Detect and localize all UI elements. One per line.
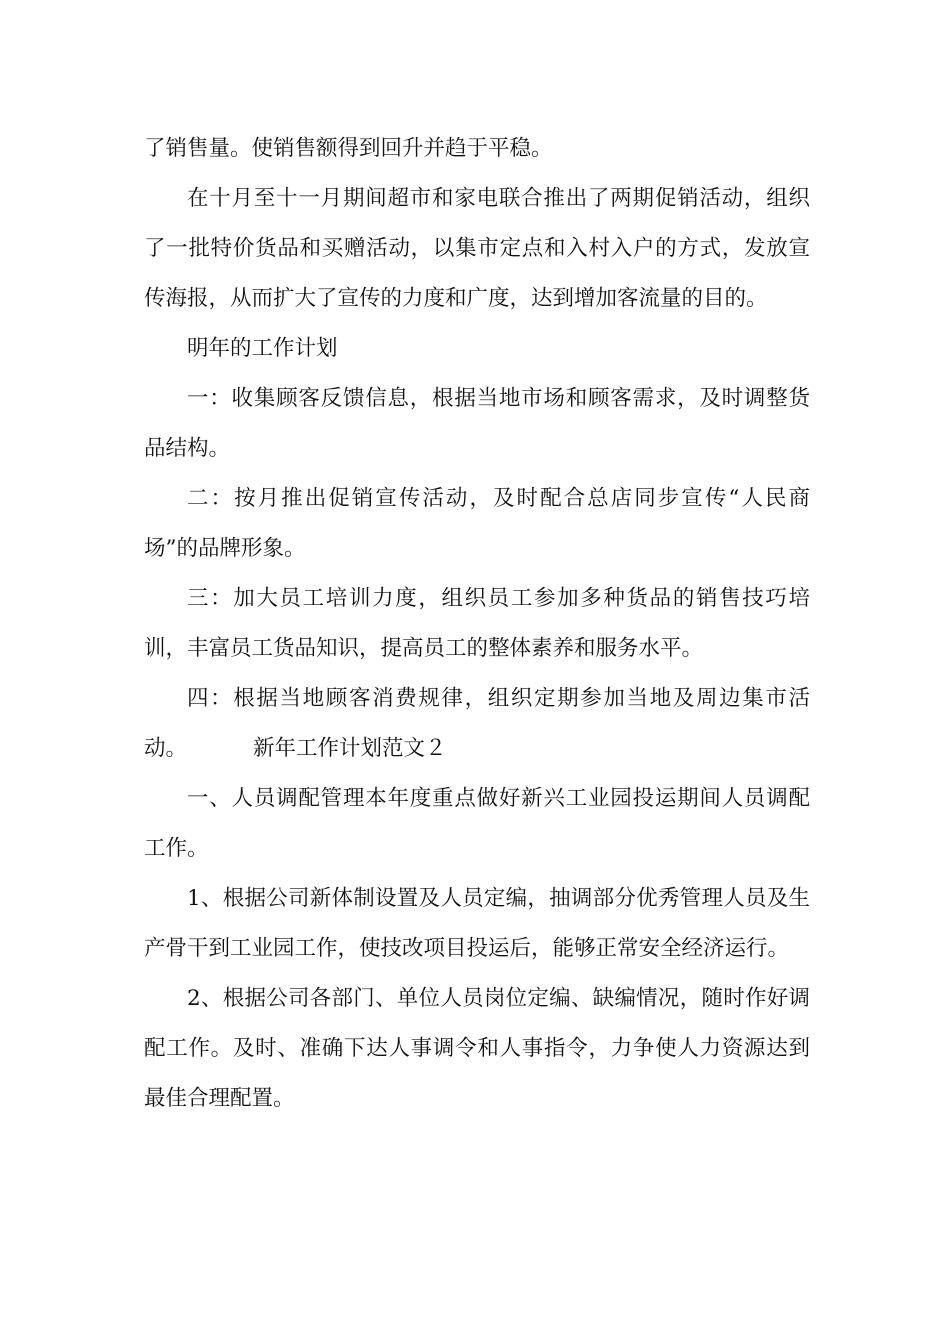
heading-next-year-plan: 明年的工作计划 <box>187 336 338 361</box>
plan-item-2: 二：按月推出促销宣传活动，及时配合总店同步宣传“人民商场”的品牌形象。 <box>144 486 810 561</box>
section-subitem-2: 2、根据公司各部门、单位人员岗位定编、缺编情况，随时作好调配工作。及时、准确下达人事调令和人事指令，力争使人力资源达到最佳合理配置。 <box>144 986 810 1111</box>
paragraph-continuation: 了销售量。使销售额得到回升并趋于平稳。 <box>144 136 553 161</box>
plan-item-4 <box>144 674 810 774</box>
plan-item-3: 三：加大员工培训力度，组织员工参加多种货品的销售技巧培训，丰富员工货品知识，提高员工的整体素养和服务水平。 <box>144 586 810 661</box>
plan-item-4-text: 四：根据当地顾客消费规律，组织定期参加当地及周边集市活动。 <box>144 686 810 761</box>
section-title: 新年工作计划范文２ <box>253 736 447 761</box>
section-subitem-1: 1、根据公司新体制设置及人员定编，抽调部分优秀管理人员及生产骨干到工业园工作，使技改项目投运后，能够正常安全经济运行。 <box>144 886 810 961</box>
document-body <box>144 124 810 1124</box>
paragraph-promotion: 在十月至十一月期间超市和家电联合推出了两期促销活动，组织了一批特价货品和买赠活动，以集市定点和入村入户的方式，发放宣传海报，从而扩大了宣传的力度和广度，达到增加客流量的目的。 <box>144 186 810 311</box>
section-item-personnel: 一、人员调配管理本年度重点做好新兴工业园投运期间人员调配工作。 <box>144 786 810 861</box>
plan-item-1: 一：收集顾客反馈信息，根据当地市场和顾客需求，及时调整货品结构。 <box>144 386 810 461</box>
